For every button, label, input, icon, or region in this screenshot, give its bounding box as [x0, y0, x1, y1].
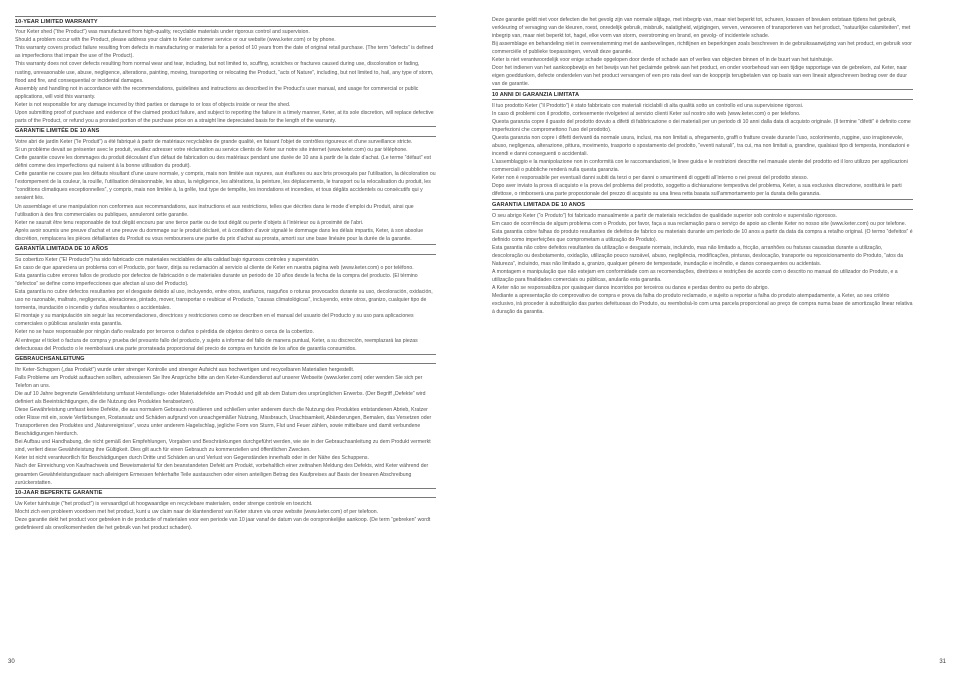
warranty-paragraph: O seu abrigo Keter (“o Produto”) foi fabricado manualmente a partir de materiais reciclados de qualidade superior sob controlo e supervisão rigorosos. [492, 212, 838, 219]
warranty-paragraph: Keter is not responsible for any damage incurred by third parties or damage to or loss of objects inside or near the shed. [15, 101, 291, 108]
warranty-paragraph: Assembly and handling not in accordance with the recommendations, guidelines and instructions as described in the Product’s user manual, and usage for commercial or public applications, will void this warranty. [15, 85, 419, 100]
warranty-paragraph: Su cobertizo Keter (“El Producto”) ha sido fabricado con materiales reciclables de alta calidad bajo rigurosos controles y supervisión. [15, 257, 320, 264]
left-column [15, 16, 436, 532]
section-heading: 10-JAAR BEPERKTE GARANTIE [15, 488, 436, 499]
warranty-section [15, 354, 436, 487]
warranty-paragraph: Em caso de ocorrência de algum problema com o Produto, por favor, faça a sua reclamação para o serviço de apoio ao cliente Keter no nosso site (www.keter.com) ou por telefone. [492, 220, 907, 227]
warranty-paragraph: Keter no se hace responsable por ningún daño realizado por terceros o daños o pérdida de objetos dentro o cerca de la cobertizo. [15, 329, 314, 336]
warranty-paragraph: Nach der Einreichung von Kaufnachweis und Beweismaterial für den beanstandeten Defekt am Produkt, vorbehaltlich einer zeitnahen Meldung des Defekts, wird Keter während der gesamten Gewährleistungsdauer nach alleinigem Ermessen fehlerhafte Teile austauschen oder einen anteiligen Betrag des Kaufpreises auf Basis der linearen Abschreibung zurückerstatten. [15, 463, 429, 486]
warranty-paragraph: Dopo aver inviato la prova di acquisto e la prova del problema del prodotto, soggetto a dichiarazione tempestiva del problema, Keter, a sua esclusiva discrezione, sostituirà le parti difettose, o rimborserà una parte proporzionale del prezzo di acquisto su una linea retta basata sull’ammortamento per la durata della garanzia. [492, 183, 902, 198]
right-page [477, 0, 954, 675]
warranty-paragraph: Questa garanzia non copre i difetti derivanti da normale usura, inclusi, ma non limitati a, sfregamento, graffi o fratture create durante l’uso, scolorimento, ruggine, uso irragionevole, abuso, negligenza, alterazione, pittura, movimento, trasporto o spostamento del prodotto, “eventi naturali”, tra cui, ma non limitati a, grandine, qualsiasi tipo di tempesta, inondazioni e incendi e danni conseguenti o accidentali. [492, 134, 910, 157]
warranty-section [15, 16, 436, 125]
warranty-paragraph: Esta garantía no cubre defectos resultantes por el desgaste debido al uso, incluyendo, entre otros, arañazos, rasguños o roturas provocados durante su uso, decoloración, oxidación, uso no razonable, maltrato, negligencia, alteraciones, pintado, mover, transportar o reubicar el Producto, “causas climatológicas”, incluyendo, entre otros, granizo, cualquier tipo de tormenta, inundación o incendio y daños resultantes o accidentales. [15, 289, 433, 312]
warranty-paragraph: El montaje y su manipulación sin seguir las recomendaciones, directrices y restricciones como se describen en el manual del usuario del Producto y su uso para aplicaciones comerciales o públicas anularán esta garantía. [15, 313, 414, 328]
warranty-section [15, 126, 436, 243]
warranty-paragraph: Si un problème devait se présenter avec le produit, veuillez adresser votre réclamation au service clients de Keter sur notre site internet (www.keter.com) ou par téléphone. [15, 147, 408, 154]
warranty-paragraph: Falls Probleme am Produkt auftauchen sollten, adressieren Sie Ihre Ansprüche bitte an den Keter-Kundendienst auf unserer Webseite (www.keter.com) oder wenden Sie sich per Telefon an uns. [15, 374, 423, 390]
warranty-paragraph: Door het indienen van het aankoopbewijs en het bewijs van het geclaimde gebrek aan het product, en onder voorbehoud van een tijdige rapportage van de gebreken, zal Keter, naar eigen goeddunken, defecte onderdelen van het product vervangen of een pro rata deel van de koopprijs terugbetalen van op basis van een lineair afgeschreven bedrag over de duur van de garantie. [492, 65, 908, 88]
warranty-paragraph: Mediante a apresentação do comprovativo de compra e prova da falha do produto reclamado, e sujeito a reportar a falha do produto atempadamente, a Keter, ao seu critério exclusivo, irá proceder à substituição das partes defeituosas do Produto, ou reembolsá-lo com uma parcela proporcional ao preço de compra numa base de amortização linear relativa à duração da garantia. [492, 293, 913, 316]
warranty-paragraph: Après avoir soumis une preuve d’achat et une preuve du dommage sur le produit déclaré, et à condition d’avoir signalé le dommage dans les délais impartis, Keter, à son absolue discrétion, remplacera les pièces défaillantes du Produit ou vous remboursera une partie du prix d’achat au prorata, amorti sur une base linéaire pour la durée de la garantie. [15, 227, 424, 242]
warranty-paragraph: Questa garanzia copre il guasto del prodotto dovuto a difetti di fabbricazione o dei materiali per un periodo di 10 anni dalla data di acquisto originale. (Il termine “difetti” è definito come imperfezioni che compromettono l’uso del prodotto). [492, 118, 911, 133]
warranty-paragraph: Esta garantia não cobre defeitos resultantes da utilização e desgaste normais, incluindo, mas não limitado a, fricção, arranhões ou fraturas causadas durante a utilização, descoloração ou desbotamento, oxidação, utilização pouco razoável, abuso, negligência, modificações, pinturas, deslocação, transporte ou reposicionamento do Produto, “atos da Natureza”, incluindo, mas não limitado a, granizo, qualquer género de tempestade, inundação e incêndio, e danos consequentes ou acidentais. [492, 244, 903, 267]
warranty-paragraph: Keter is niet verantwoordelijk voor enige schade opgelopen door derde of schade aan of verlies van objecten binnen of in de buurt van het tuinhuisje. [492, 57, 834, 64]
warranty-paragraph: Deze garantie dekt het product voor gebreken in de productie of materialen voor een periode van 10 jaar vanaf de datum van de oorspronkelijke aankoop. (De term “gebreken” wordt gedefinieerd als onvolkomenheden die het gebruik van het product schaden). [15, 517, 431, 532]
warranty-paragraph: Mocht zich een probleem voordoen met het product, kunt u uw claim naar de klantendienst van Keter sturen via onze website (www.keter.com) of per telefoon. [15, 508, 379, 515]
page-number-right: 31 [939, 659, 946, 665]
warranty-section [492, 16, 913, 88]
warranty-paragraph: A montagem e manipulação que não estejam em conformidade com as recomendações, diretrizes e restrições de acordo com o descrito no manual do utilizador do Produto, e a utilização para finalidades comerciais ou públicas, anularão esta garantia. [492, 268, 898, 283]
warranty-paragraph: Bij assemblage en behandeling niet in overeenstemming met de aanbevelingen, richtlijnen en beperkingen zoals beschreven in de gebruiksaanwijzing van het product, en gebruik voor commerciële of publieke toepassingen, vervalt deze garantie. [492, 41, 912, 56]
warranty-paragraph: Esta garantía cubre errores fallos de producto por defectos de fabricación o de materiales durante un periodo de 10 años desde la fecha de la compra del producto. (El término “defectos” se define como imperfecciones que afectan al uso del Producto). [15, 273, 418, 288]
warranty-paragraph: Should a problem occur with the Product, please address your claim to Keter customer service or our website (www.keter.com) or by phone. [15, 37, 336, 44]
warranty-section [492, 89, 913, 198]
warranty-paragraph: In caso di problemi con il prodotto, cortesemente rivolgetevi al servizio clienti Keter sul nostro sito web (www.keter.com) o per telefono. [492, 110, 801, 117]
section-heading: GARANTÍA LIMITADA DE 10 AÑOS [15, 244, 436, 255]
section-heading: GEBRAUCHSANLEITUNG [15, 354, 436, 365]
warranty-paragraph: Votre abri de jardin Keter (“le Produit”) a été fabriqué à partir de matériaux recyclables de grande qualité, en faisant l’objet de contrôles rigoureux et d’une surveillance stricte. [15, 139, 413, 146]
warranty-paragraph: Ihr Keter-Schuppen („das Produkt“) wurde unter strenger Kontrolle und strenger Aufsicht aus hochwertigen und recycelbaren Materialien hergestellt. [15, 366, 355, 373]
warranty-paragraph: Un assemblage et une manipulation non conformes aux recommandations, aux instructions et aux restrictions, telles que décrites dans le mode d’emploi du Produit, ainsi que l’utilisation à des fins commerciales ou publiques, annuleront cette garantie. [15, 203, 414, 218]
section-heading: GARANTIA LIMITADA DE 10 ANOS [492, 199, 913, 210]
warranty-section [492, 199, 913, 316]
warranty-paragraph: A Keter não se responsabiliza por quaisquer danos incorridos por terceiros ou danos e perdas dentro ou perto do abrigo. [492, 285, 770, 291]
warranty-paragraph: Cette garantie couvre les dommages du produit découlant d’un défaut de fabrication ou des matériaux pendant une durée de 10 ans à partir de la date d’achat. (Le terme “défaut” est défini comme des imperfections qui nuisent à la bonne utilisation du produit). [15, 155, 431, 170]
warranty-paragraph: Uw Keter tuinhuisje (“het product”) is vervaardigd uit hoogwaardige en recyclebare materialen, onder strenge controle en toezicht. [15, 500, 313, 507]
warranty-paragraph: Il tuo prodotto Keter (“il Prodotto”) è stato fabbricato con materiali riciclabili di alta qualità sotto un controllo ed una supervisione rigorosi. [492, 102, 804, 109]
warranty-paragraph: Cette garantie ne couvre pas les défauts résultant d’une usure normale, y compris, mais non limitée aux rayures, aux éraflures ou aux bris provoqués par l’utilisation, la décoloration ou l’estompement de la couleur, la rouille, l’utilisation déraisonnable, les abus, la négligence, les altérations, la peinture, les déplacements, le transport ou la relocalisation du produit, les “conditions climatiques exceptionnelles”, y compris, mais non limitée à, la grêle, tout type de tempête, les inondations et incendies, et tous dégâts accidentels ou consécutifs qui y seraient liés. [15, 171, 436, 202]
warranty-paragraph: Die auf 10 Jahre begrenzte Gewährleistung umfasst Herstellungs- oder Materialdefekte am Produkt und gilt ab dem Datum des ursprünglichen Erwerbs. (Der Begriff „Defekte“ wird definiert als Beeinträchtigungen, die die Nutzung des Produktes herabsetzen). [15, 391, 426, 406]
warranty-paragraph: Diese Gewährleistung umfasst keine Defekte, die aus normalem Gebrauch resultieren und schließen unter anderem durch die Nutzung des Produktes entstandenen Abrieb, Kratzer oder Risse mit ein, sowie Verfärbungen, Rostansatz und Schäden aufgrund von unsachgemäßer Nutzung, Missbrauch, Unachtsamkeit, Abänderungen, Bemalen, das Versetzen oder Transportieren des Produktes und „Naturereignisse“, wozu unter anderem Hagelschlag, jegliche Form von Sturm, Flut und Feuer zählen, sowie mittelbare und damit verbundene Beschädigungen hierdurch. [15, 407, 432, 438]
section-heading: 10 ANNI DI GARANZIA LIMITATA [492, 89, 913, 100]
page-number-left: 30 [8, 659, 15, 665]
warranty-paragraph: Keter ne saurait être tenu responsable de tout dégât encouru par une tierce partie ou de tout dégât ou perte d’objets à l’intérieur ou à proximité de l’abri. [15, 219, 364, 226]
warranty-paragraph: Al entregar el ticket o factura de compra y prueba del presunto fallo del producto, y sujeto a informar del fallo de manera puntual, Keter, a su discreción, reemplazará las piezas defectuosas del Producto o le reembolsará una parte prorrateada proporcional del precio de compra en función de los años de garantía consumidos. [15, 337, 418, 352]
warranty-section [15, 488, 436, 532]
warranty-paragraph: This warranty does not cover defects resulting from normal wear and tear, including, but not limited to, scuffing, scratches or fractures caused during use, discoloration or fading, rusting, unreasonable use, abuse, negligence, alterations, painting, moving, transporting or relocating the Product, “acts of Nature”, including, but not limited to, hail, any type of storm, flood and fire, and consequential or incidental damages. [15, 61, 434, 84]
right-column [492, 16, 913, 316]
warranty-paragraph: En caso de que apareciera un problema con el Producto, por favor, dirija su reclamación al servicio al cliente de Keter en nuestra página web (www.keter.com) o por teléfono. [15, 265, 414, 272]
warranty-paragraph: Deze garantie geldt niet voor defecten die het gevolg zijn van normale slijtage, met inbegrip van, maar niet beperkt tot, schuren, krassen of breuken ontstaan tijdens het gebruik, verkleuring of vervaging van de kleuren, roest, onredelijk gebruik, misbruik, nalatigheid, wijzigingen, verven, verwoeren of transporteren van het product, “natuurlijke calamiteiten”, met inbegrip van, maar niet beperkt tot, hagel, elke vorm van storm, overstroming en brand, en gevolg- of incidentele schade. [492, 17, 911, 40]
warranty-section [15, 244, 436, 353]
warranty-paragraph: Esta garantia cobre falhas do produto resultantes de defeitos de fabrico ou materiais durante um período de 10 anos a partir da data da compra a retalho original. (O termo “defeitos” é definido como imperfeições que comprometam a utilização do Produto). [492, 228, 913, 243]
warranty-paragraph: L’assemblaggio e la manipolazione non in conformità con le raccomandazioni, le linee guida e le restrizioni descritte nel manuale utente del prodotto ed il loro utilizzo per applicazioni commerciali o pubbliche renderà nulla questa garanzia. [492, 159, 908, 174]
warranty-paragraph: This warranty covers product failure resulting from defects in manufacturing or materials for a period of 10 years from the date of original retail purchase. (The term “defects” is defined as imperfections that impair the use of the Product). [15, 45, 434, 60]
warranty-paragraph: Your Keter shed (“the Product”) was manufactured from high-quality, recyclable materials under rigorous control and supervision. [15, 29, 310, 36]
warranty-paragraph: Upon submitting proof of purchase and evidence of the claimed product failure, and subject to reporting the failure in a timely manner, Keter, at its sole discretion, will replace defective parts of the Product, or refund you a prorated portion of the purchase price on a straight line depreciated basis for the length of the warranty. [15, 109, 434, 124]
warranty-paragraph: Bei Aufbau und Handhabung, die nicht gemäß den Empfehlungen, Vorgaben und Beschränkungen durchgeführt werden, wie sie in der Gebrauchsanleitung zu dem Produkt vermerkt sind, verliert diese Gewährleistung ihre Gültigkeit. Dies gilt auch für einen Gebrauch zu kommerziellen und öffentlichen Zwecken. [15, 439, 431, 454]
warranty-paragraph: Keter ist nicht verantwortlich für Beschädigungen durch Dritte und Schäden an und Verlust von Gegenständen innerhalb oder in der Nähe des Schuppens. [15, 455, 369, 462]
warranty-paragraph: Keter non è responsabile per eventuali danni subiti da terzi o per danni o smarrimenti di oggetti all’interno o nei pressi del prodotto stesso. [492, 175, 809, 182]
section-heading: 10-YEAR LIMITED WARRANTY [15, 16, 436, 27]
section-heading: GARANTIE LIMITÉE DE 10 ANS [15, 126, 436, 137]
